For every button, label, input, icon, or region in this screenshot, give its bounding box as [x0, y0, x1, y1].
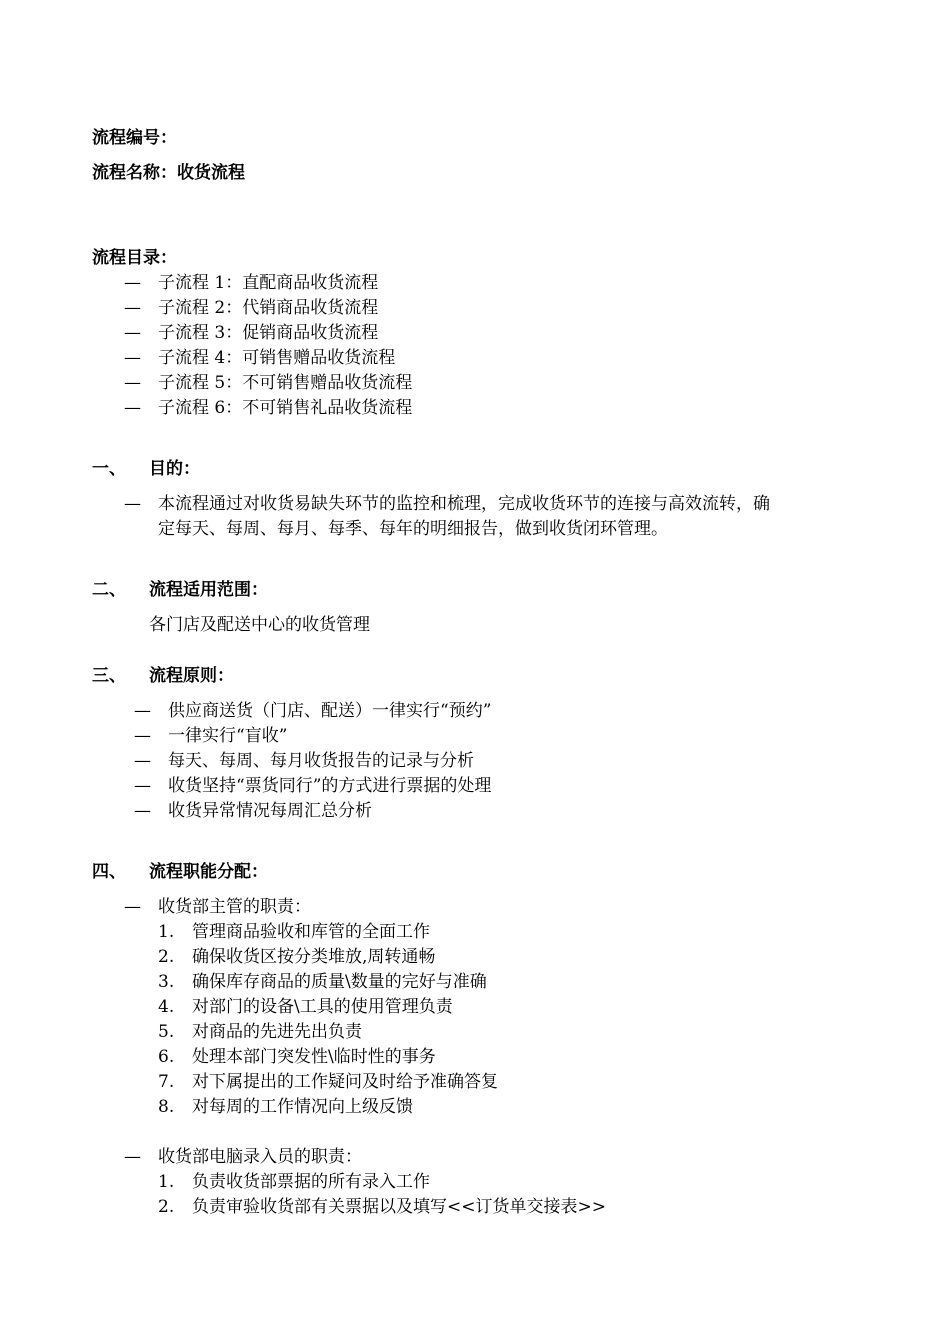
duty-text: 管理商品验收和库管的全面工作: [192, 922, 430, 942]
toc-bullet: —: [124, 298, 141, 318]
toc-bullet: —: [124, 398, 141, 418]
section-1-number: 一、: [92, 459, 126, 479]
principle-item: 供应商送货（门店、配送）一律实行“预约”: [168, 701, 492, 721]
principle-item: 收货坚持“票货同行”的方式进行票据的处理: [168, 776, 492, 796]
duty-number: 7.: [158, 1072, 175, 1092]
duty-text: 对下属提出的工作疑问及时给予准确答复: [192, 1072, 498, 1092]
process-name-label: 流程名称：收货流程: [92, 163, 245, 183]
principle-bullet: —: [134, 751, 151, 771]
toc-bullet: —: [124, 348, 141, 368]
duty-text: 处理本部门突发性\临时性的事务: [192, 1047, 436, 1067]
duty-text: 对商品的先进先出负责: [192, 1022, 362, 1042]
principle-item: 每天、每周、每月收货报告的记录与分析: [168, 751, 474, 771]
section-1-bullet: —: [124, 494, 141, 514]
section-4-title: 流程职能分配：: [149, 862, 268, 882]
section-1-text-line-1: 本流程通过对收货易缺失环节的监控和梳理，完成收货环节的连接与高效流转，确: [158, 494, 770, 514]
duty-number: 4.: [158, 997, 175, 1017]
section-1-text-line-2: 定每天、每周、每月、每季、每年的明细报告，做到收货闭环管理。: [158, 519, 668, 539]
duty-text: 负责审验收货部有关票据以及填写<<订货单交接表>>: [192, 1197, 606, 1217]
duty-number: 5.: [158, 1022, 175, 1042]
duty-text: 对每周的工作情况向上级反馈: [192, 1097, 413, 1117]
section-2-number: 二、: [92, 580, 126, 600]
toc-bullet: —: [124, 373, 141, 393]
duty-number: 2.: [158, 947, 175, 967]
principle-item: 一律实行“盲收”: [168, 726, 288, 746]
duty-number: 8.: [158, 1097, 175, 1117]
duty-number: 3.: [158, 972, 175, 992]
role-title: 收货部主管的职责：: [158, 897, 311, 917]
role-bullet: —: [124, 897, 141, 917]
role-bullet: —: [124, 1147, 141, 1167]
toc-item: 子流程 1：直配商品收货流程: [158, 273, 379, 293]
duty-text: 负责收货部票据的所有录入工作: [192, 1172, 430, 1192]
section-2-title: 流程适用范围：: [149, 580, 268, 600]
section-3-title: 流程原则：: [149, 666, 234, 686]
duty-text: 确保库存商品的质量\数量的完好与准确: [192, 972, 487, 992]
toc-bullet: —: [124, 323, 141, 343]
toc-item: 子流程 5：不可销售赠品收货流程: [158, 373, 413, 393]
principle-item: 收货异常情况每周汇总分析: [168, 801, 372, 821]
toc-item: 子流程 6：不可销售礼品收货流程: [158, 398, 413, 418]
duty-number: 1.: [158, 1172, 175, 1192]
principle-bullet: —: [134, 801, 151, 821]
toc-item: 子流程 3：促销商品收货流程: [158, 323, 379, 343]
toc-item: 子流程 4：可销售赠品收货流程: [158, 348, 396, 368]
duty-text: 确保收货区按分类堆放,周转通畅: [192, 947, 436, 967]
process-number-label: 流程编号：: [92, 128, 177, 148]
toc-bullet: —: [124, 273, 141, 293]
principle-bullet: —: [134, 776, 151, 796]
toc-title: 流程目录：: [92, 248, 177, 268]
toc-item: 子流程 2：代销商品收货流程: [158, 298, 379, 318]
section-1-title: 目的：: [149, 459, 200, 479]
duty-text: 对部门的设备\工具的使用管理负责: [192, 997, 453, 1017]
duty-number: 1.: [158, 922, 175, 942]
section-4-number: 四、: [92, 862, 126, 882]
principle-bullet: —: [134, 726, 151, 746]
section-3-number: 三、: [92, 666, 126, 686]
section-2-text: 各门店及配送中心的收货管理: [149, 615, 370, 635]
duty-number: 2.: [158, 1197, 175, 1217]
role-title: 收货部电脑录入员的职责：: [158, 1147, 362, 1167]
principle-bullet: —: [134, 701, 151, 721]
duty-number: 6.: [158, 1047, 175, 1067]
